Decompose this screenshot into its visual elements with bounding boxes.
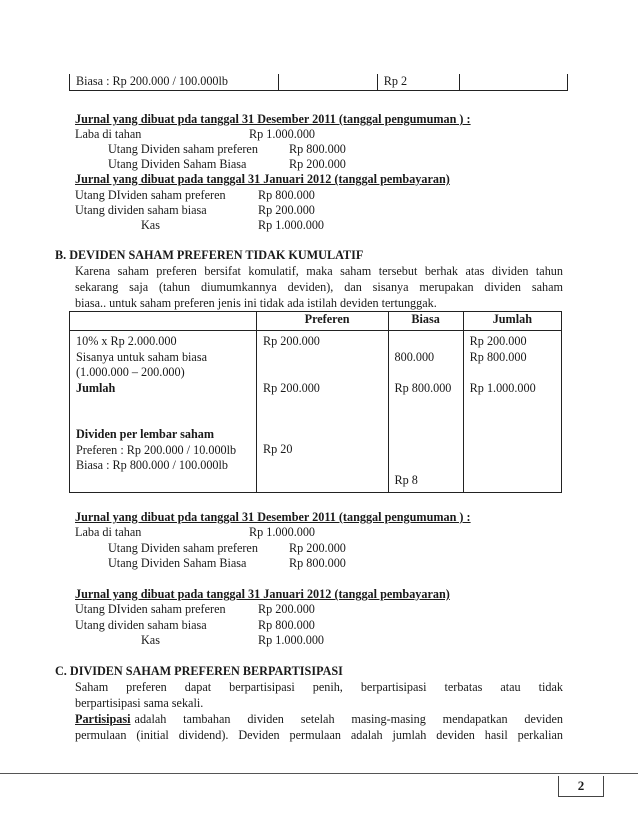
paragraph-line: sekarang saja (tahun diumumkannya deviden), dan sisanya merupakan dividen saham [75,280,563,294]
journal-amount: Rp 1.000.000 [258,633,325,647]
table-cell [463,331,561,493]
table-cell [257,331,389,493]
cell-line: Jumlah [76,380,116,395]
journal-amount: Rp 1.000.000 [249,127,316,141]
journal-label: Utang Dividen saham preferen [108,541,258,555]
table-cell [459,74,567,91]
section-heading: B. DEVIDEN SAHAM PREFEREN TIDAK KUMULATIF [55,248,364,262]
paragraph-line: Karena saham preferen bersifat komulatif, maka saham tersebut berhak atas dividen tahun [75,264,563,278]
cell-line: Rp 1.000.000 [469,380,536,395]
journal-amount: Rp 800.000 [289,556,346,570]
paragraph-line: biasa.. untuk saham preferen jenis ini tidak ada istilah deviden tertunggak. [75,296,437,310]
paragraph-line: berpartisipasi sama sekali. [75,696,204,710]
journal-label: Kas [141,633,160,647]
journal-label: Utang Dividen saham preferen [108,142,258,156]
journal-amount: Rp 200.000 [289,157,346,171]
journal-title: Jurnal yang dibuat pda tanggal 31 Desember 2011 (tanggal pengumuman ) : [75,112,471,126]
cell-line: Rp 8 [394,473,418,487]
cell-line: (1.000.000 – 200.000) [76,365,185,379]
journal-amount: Rp 800.000 [258,618,315,632]
cell-line: Preferen : Rp 200.000 / 10.000lb [76,442,237,457]
journal-amount: Rp 1.000.000 [249,525,316,539]
table-header-row [70,312,562,331]
cell-line: Rp 20 [263,442,293,456]
cell-line: Rp 800.000 [394,380,452,395]
section-heading: C. DIVIDEN SAHAM PREFEREN BERPARTISIPASI [55,664,343,678]
page-number: 2 [558,776,604,797]
journal-amount: Rp 800.000 [258,188,315,202]
journal-amount: Rp 200.000 [258,602,315,616]
journal-amount: Rp 800.000 [289,142,346,156]
table-cell [388,331,463,493]
journal-title: Jurnal yang dibuat pda tanggal 31 Desember 2011 (tanggal pengumuman ) : [75,510,471,524]
journal-label: Utang dividen saham biasa [75,618,207,632]
journal-amount: Rp 200.000 [289,541,346,555]
header-cell [70,312,257,331]
term: Partisipasi [75,712,131,726]
table-cell [70,331,257,493]
journal-label: Utang DIviden saham preferen [75,188,226,202]
dividend-table [69,311,562,493]
cell-line: Rp 800.000 [469,349,527,364]
cell-line: 10% x Rp 2.000.000 [76,334,177,348]
journal-label: Utang dividen saham biasa [75,203,207,217]
journal-label: Utang Dividen Saham Biasa [108,556,247,570]
journal-title: Jurnal yang dibuat pada tanggal 31 Januari 2012 (tanggal pembayaran) [75,172,450,186]
journal-label: Utang Dividen Saham Biasa [108,157,247,171]
table-row [70,331,562,493]
journal-amount: Rp 200.000 [258,203,315,217]
cell-line: Sisanya untuk saham biasa [76,349,207,364]
footer-divider [0,773,638,774]
journal-amount: Rp 1.000.000 [258,218,325,232]
table-row [70,74,568,91]
header-cell: Preferen [257,312,389,331]
top-table [69,74,568,91]
table-cell [278,74,377,91]
table-cell: Biasa : Rp 200.000 / 100.000lb [70,74,279,91]
cell-line: Rp 200.000 [263,334,320,348]
cell-line: Rp 200.000 [263,380,320,395]
paragraph-line: permulaan (initial dividend). Deviden permulaan adalah jumlah deviden hasil perkalian [75,728,563,742]
journal-label: Laba di tahan [75,127,142,141]
header-cell: Jumlah [463,312,561,331]
journal-title: Jurnal yang dibuat pada tanggal 31 Januari 2012 (tanggal pembayaran) [75,587,450,601]
table-cell: Rp 2 [377,74,459,91]
cell-line: Rp 200.000 [469,334,527,348]
cell-line: Biasa : Rp 800.000 / 100.000lb [76,458,229,472]
cell-line: 800.000 [394,349,435,364]
cell-line: Dividen per lembar saham [76,427,215,441]
header-cell: Biasa [388,312,463,331]
journal-label: Laba di tahan [75,525,142,539]
paragraph-text: adalah tambahan dividen setelah masing-masing mendapatkan deviden [134,712,563,726]
journal-label: Utang DIviden saham preferen [75,602,226,616]
journal-label: Kas [141,218,160,232]
paragraph-line: Saham preferen dapat berpartisipasi penih, berpartisipasi terbatas atau tidak [75,680,563,694]
paragraph-line [75,712,563,727]
